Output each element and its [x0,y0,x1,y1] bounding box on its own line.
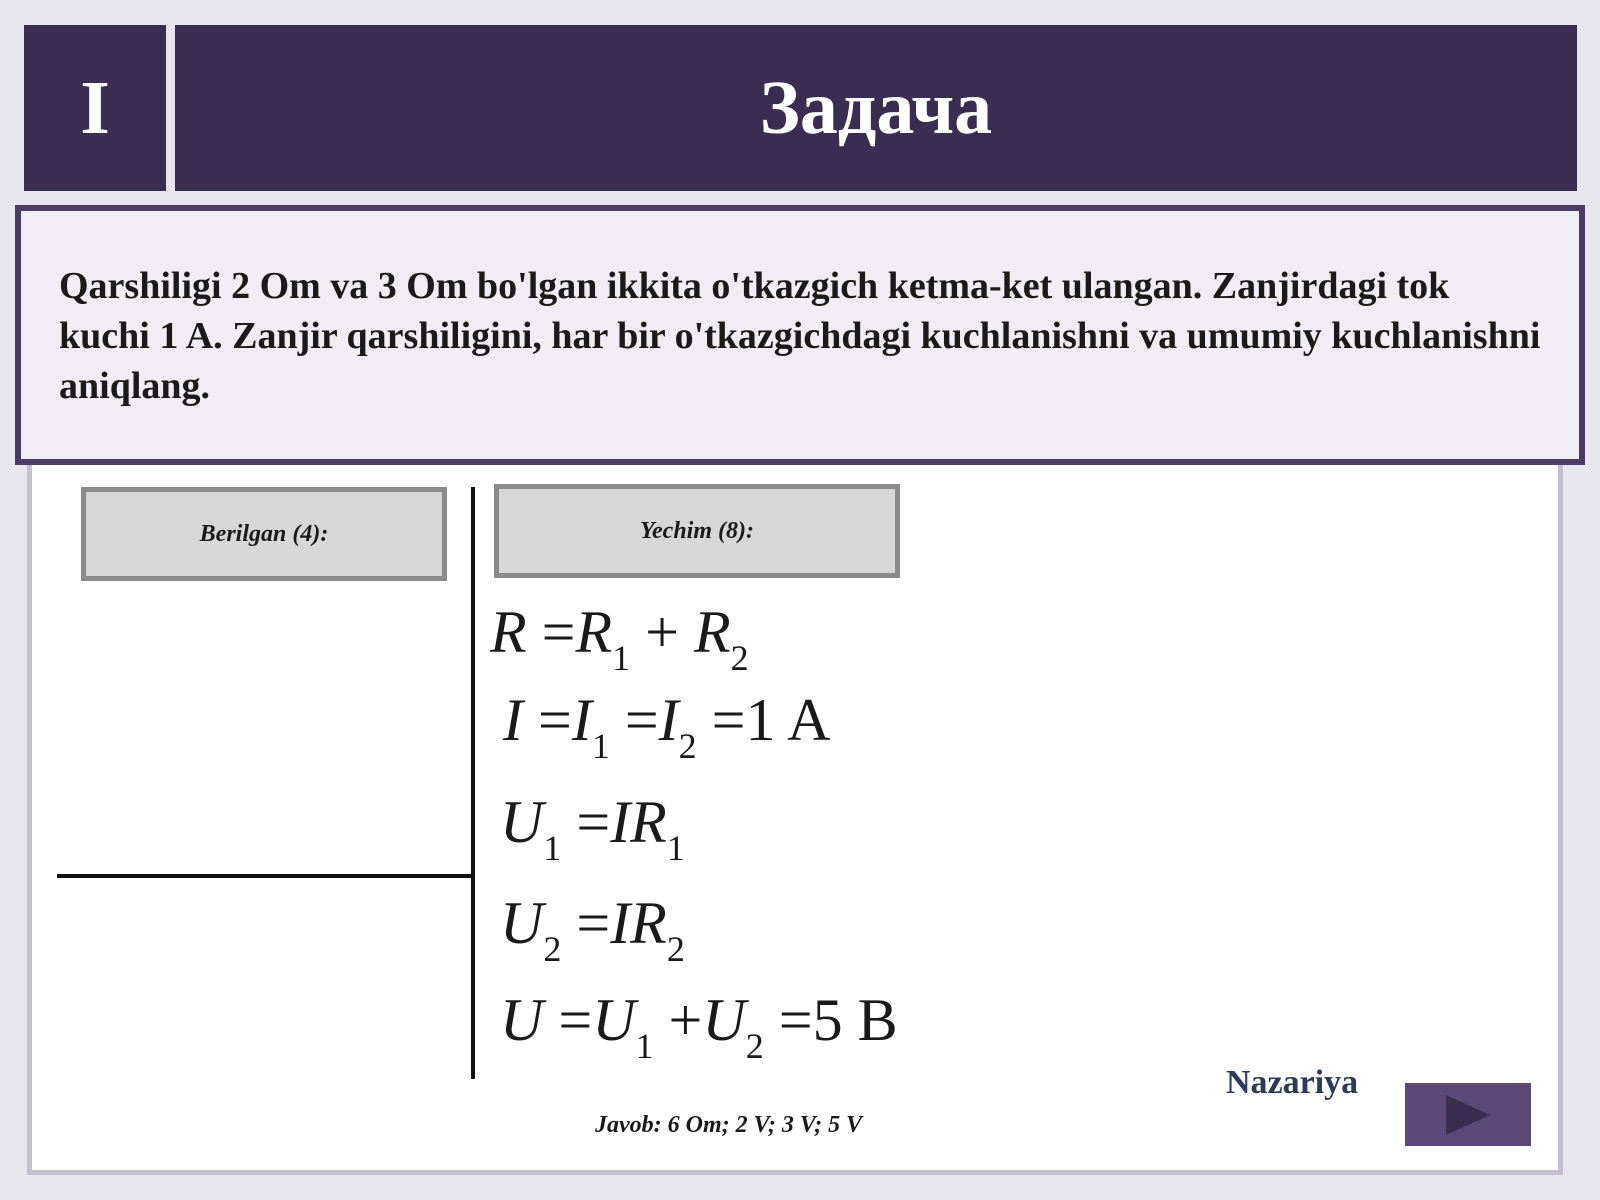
given-label-box [81,487,447,581]
page-title: Задача [759,65,993,150]
answer-text: Javob: 6 Om; 2 V; 3 V; 5 V [595,1112,863,1138]
title-bar [175,25,1577,191]
formula-total-voltage: $U =U_1 +U_2 =5$ B [500,987,898,1066]
theory-link[interactable]: Nazariya [1226,1064,1359,1101]
formula-current: $I =I_1 =I_2 =1$ A [503,687,831,766]
formula-voltage-2: $U_2 =IR_2$ [500,890,685,969]
play-icon [1446,1095,1490,1135]
vertical-divider [471,487,475,1079]
given-label: Berilgan (4): [199,520,329,547]
slide-number [24,25,166,191]
horizontal-divider [57,874,473,878]
formula-total-resistance: $R =R_1 + R_2$ [490,599,749,678]
problem-statement: Qarshiligi 2 Om va 3 Om bo'lgan ikkita o'tkazgich ketma-ket ulangan. Zanjirdagi tok kuchi 1 A. Zanjir qarshiligini, har bir o'tkazgichdagi kuchlanishni va umumiy kuchlanishni aniqlang. [59,265,1541,407]
formula-voltage-1: $U_1 =IR_1$ [500,789,685,868]
solution-label-box [494,484,900,578]
slide-number-text: I [80,65,110,150]
problem-statement-box [15,205,1585,465]
next-button[interactable] [1405,1083,1531,1146]
solution-label: Yechim (8): [640,517,754,544]
